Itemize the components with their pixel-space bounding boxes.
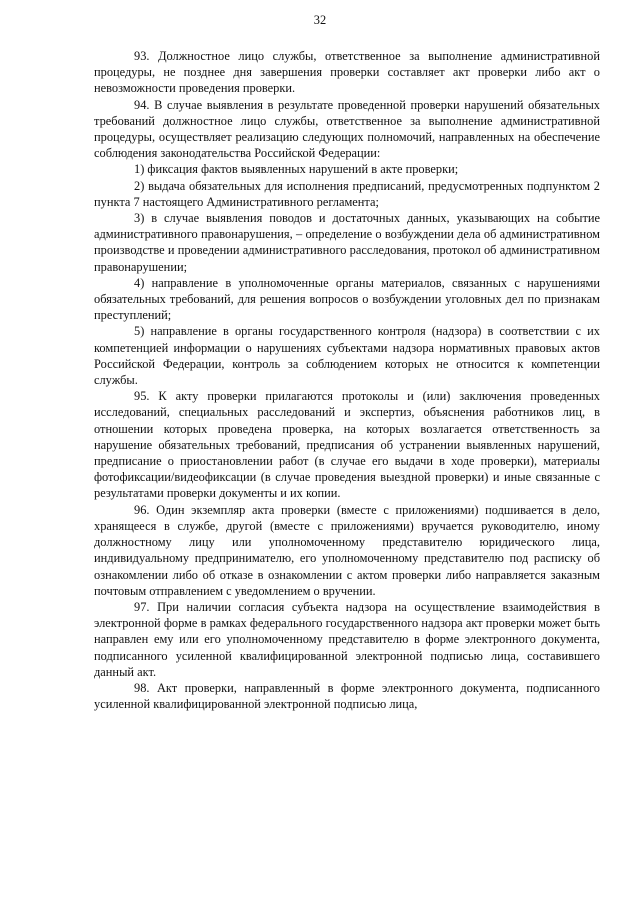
paragraph-98: 98. Акт проверки, направленный в форме электронного документа, подписанного усиленной квалифицированной электронной подписью лица, xyxy=(94,680,600,712)
page-number: 32 xyxy=(313,13,327,27)
list-item-2: 2) выдача обязательных для исполнения предписаний, предусмотренных подпунктом 2 пункта 7 настоящего Административного регламента; xyxy=(94,178,600,209)
paragraph-94: 94. В случае выявления в результате проведенной проверки нарушений обязательных требований должностное лицо службы, ответственное за выполнение административной процедуры, осуществляет реализацию следующих полномочий, направленных на обеспечение соблюдения законодательства Российской Федерации: xyxy=(94,97,600,161)
paragraph-93: 93. Должностное лицо службы, ответственное за выполнение административной процедуры, не позднее дня завершения проверки составляет акт проверки либо акт о невозможности проведения проверки. xyxy=(94,49,600,96)
document-body xyxy=(94,48,600,712)
paragraph-95: 95. К акту проверки прилагаются протоколы и (или) заключения проведенных исследований, специальных расследований и экспертиз, объяснения работников лиц, в отношении которых проведена проверка, на которых возлагается ответственность за нарушение обязательных требований, предписания об устранении выявленных нарушений, предписание о приостановлении работ (в случае его выдачи в ходе проверки), материалы фотофиксации/видеофиксации (в случае проведения выездной проверки) и иные связанные с результатами проверки документы и их копии. xyxy=(94,389,600,501)
list-item-3: 3) в случае выявления поводов и достаточных данных, указывающих на событие административного правонарушения, – определение о возбуждении дела об административном производстве и проведении административного расследования, протокол об административном правонарушении; xyxy=(94,211,600,274)
paragraph-96: 96. Один экземпляр акта проверки (вместе с приложениями) подшивается в дело, хранящееся в службе, другой (вместе с приложениями) вручается руководителю, иному должностному лицу или уполномоченному представителю юридического лица, индивидуальному предпринимателю, его уполномоченному представителю под расписку об ознакомлении либо об отказе в ознакомлении с актом проверки либо направляется заказным почтовым отправлением с уведомлением о вручении. xyxy=(94,502,600,598)
list-item-4: 4) направление в уполномоченные органы материалов, связанных с нарушениями обязательных требований, для решения вопросов о возбуждении уголовных дел по признакам преступлений; xyxy=(94,275,600,323)
list-item-1: 1) фиксация фактов выявленных нарушений в акте проверки; xyxy=(134,162,459,177)
list-item-5: 5) направление в органы государственного контроля (надзора) в соответствии с их компетенцией информации о нарушениях субъектами надзора нормативных правовых актов Российской Федерации, контроль за соблюдением которых не относится к компетенции службы. xyxy=(94,324,600,388)
paragraph-97: 97. При наличии согласия субъекта надзора на осуществление взаимодействия в электронной форме в рамках федерального государственного надзора акт проверки может быть направлен ему или его уполномоченному представителю в форме электронного документа, подписанного усиленной квалифицированной электронной подписью лица, составившего данный акт. xyxy=(94,599,600,679)
